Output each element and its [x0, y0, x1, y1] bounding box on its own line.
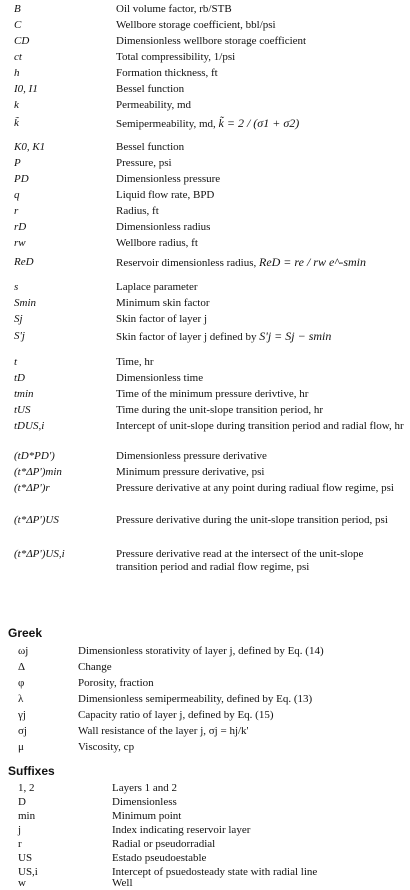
definition: Minimum point	[112, 810, 182, 822]
symbol: P	[14, 157, 21, 169]
formula: ReD = re / rw e^-smin	[258, 255, 367, 269]
definition: Pressure, psi	[116, 157, 172, 169]
definition: Wall resistance of the layer j, σj = hj/k'	[78, 725, 249, 737]
definition: Wellbore radius, ft	[116, 237, 198, 249]
symbol: (tD*PD')	[14, 450, 55, 462]
symbol: μ	[18, 741, 24, 753]
symbol: r	[14, 205, 19, 217]
symbol: k̃	[14, 117, 19, 129]
definition: Estado pseudoestable	[112, 852, 207, 864]
symbol: t	[14, 356, 18, 368]
definition: Intercept of psuedosteady state with radial line	[112, 866, 318, 878]
symbol: rw	[14, 237, 26, 249]
definition: Dimensionless storativity of layer j, defined by Eq. (14)	[78, 645, 324, 657]
symbol: US,i	[18, 866, 38, 878]
definition: Total compressibility, 1/psi	[116, 51, 236, 63]
definition: Reservoir dimensionless radius, ReD = re / rw e^-smin	[116, 255, 367, 269]
definition: Liquid flow rate, BPD	[116, 189, 215, 201]
definition: Capacity ratio of layer j, defined by Eq. (15)	[78, 709, 274, 721]
definition: Formation thickness, ft	[116, 67, 218, 79]
definition: Permeability, md	[116, 99, 192, 111]
definition: Intercept of unit-slope during transition period and radial flow, hr	[116, 420, 404, 432]
symbol: K0, K1	[14, 141, 46, 153]
symbol: tD	[14, 372, 25, 384]
definition: Time, hr	[116, 356, 154, 368]
definition: Minimum skin factor	[116, 297, 210, 309]
symbol: tUS	[14, 404, 31, 416]
symbol: Sj	[14, 313, 23, 325]
symbol: ωj	[18, 645, 29, 657]
definition: Skin factor of layer j	[116, 313, 208, 325]
definition: Bessel function	[116, 141, 185, 153]
definition: Bessel function	[116, 83, 185, 95]
definition: Dimensionless	[112, 796, 177, 808]
definition: Viscosity, cp	[78, 741, 135, 753]
definition: Dimensionless wellbore storage coefficient	[116, 35, 307, 47]
definition: Skin factor of layer j defined by S'j = Sj − smin	[116, 329, 332, 343]
symbol: (t*ΔP')r	[14, 482, 50, 494]
definition: Porosity, fraction	[78, 677, 154, 689]
symbol: I0, I1	[14, 83, 38, 95]
definition: Dimensionless pressure derivative	[116, 450, 267, 462]
definition: Time of the minimum pressure derivtive, hr	[116, 388, 309, 400]
symbol: tDUS,i	[14, 420, 45, 432]
definition: Pressure derivative at any point during radiual flow regime, psi	[116, 482, 394, 494]
symbol: h	[14, 67, 20, 79]
definition: Time during the unit-slope transition period, hr	[116, 404, 324, 416]
definition: Laplace parameter	[116, 281, 198, 293]
symbol: B	[14, 3, 21, 15]
formula: S'j = Sj − smin	[259, 329, 332, 343]
symbol: US	[18, 852, 33, 864]
definition: Dimensionless semipermeability, defined by Eq. (13)	[78, 693, 313, 705]
definition: Dimensionless pressure	[116, 173, 221, 185]
symbol: CD	[14, 35, 30, 47]
symbol: D	[18, 796, 26, 808]
symbol: s	[14, 281, 19, 293]
symbol: φ	[18, 677, 25, 689]
symbol: (t*ΔP')US	[14, 514, 59, 526]
definition: Wellbore storage coefficient, bbl/psi	[116, 19, 276, 31]
symbol: PD	[14, 173, 29, 185]
greek-section-title: Greek	[8, 626, 43, 640]
definition: Well	[112, 877, 133, 889]
definition: Minimum pressure derivative, psi	[116, 466, 265, 478]
symbol: Smin	[14, 297, 36, 309]
definition: Dimensionless time	[116, 372, 204, 384]
symbol: ReD	[14, 256, 34, 268]
symbol: λ	[18, 693, 24, 705]
symbol: min	[18, 810, 36, 822]
symbol: C	[14, 19, 22, 31]
symbol: 1, 2	[18, 782, 35, 794]
symbol: q	[14, 189, 20, 201]
definition: Layers 1 and 2	[112, 782, 178, 794]
symbol: j	[18, 824, 22, 836]
symbol: ct	[14, 51, 22, 63]
symbol: σj	[18, 725, 27, 737]
suffixes-section-title: Suffixes	[8, 764, 55, 778]
definition: Index indicating reservoir layer	[112, 824, 251, 836]
definition: Pressure derivative read at the intersect of the unit-slope transition period and radial flow regime, psi	[116, 548, 364, 573]
symbol: k	[14, 99, 19, 111]
definition: Oil volume factor, rb/STB	[116, 3, 232, 15]
symbol: w	[18, 877, 26, 889]
symbol: (t*ΔP')US,i	[14, 548, 65, 560]
formula: k̃ = 2 / (σ1 + σ2)	[218, 116, 300, 130]
symbol: γj	[18, 709, 26, 721]
symbol: tmin	[14, 388, 34, 400]
symbol: rD	[14, 221, 27, 233]
definition: Change	[78, 661, 112, 673]
symbol: (t*ΔP')min	[14, 466, 62, 478]
definition: Radial or pseudorradial	[112, 838, 216, 850]
symbol: r	[18, 838, 22, 850]
symbol: S'j	[14, 330, 25, 342]
definition: Pressure derivative during the unit-slope transition period, psi	[116, 514, 388, 526]
symbol: Δ	[18, 661, 26, 673]
definition: Radius, ft	[116, 205, 159, 217]
definition: Dimensionless radius	[116, 221, 211, 233]
definition: Semipermeability, md, k̃ = 2 / (σ1 + σ2)	[116, 116, 300, 130]
